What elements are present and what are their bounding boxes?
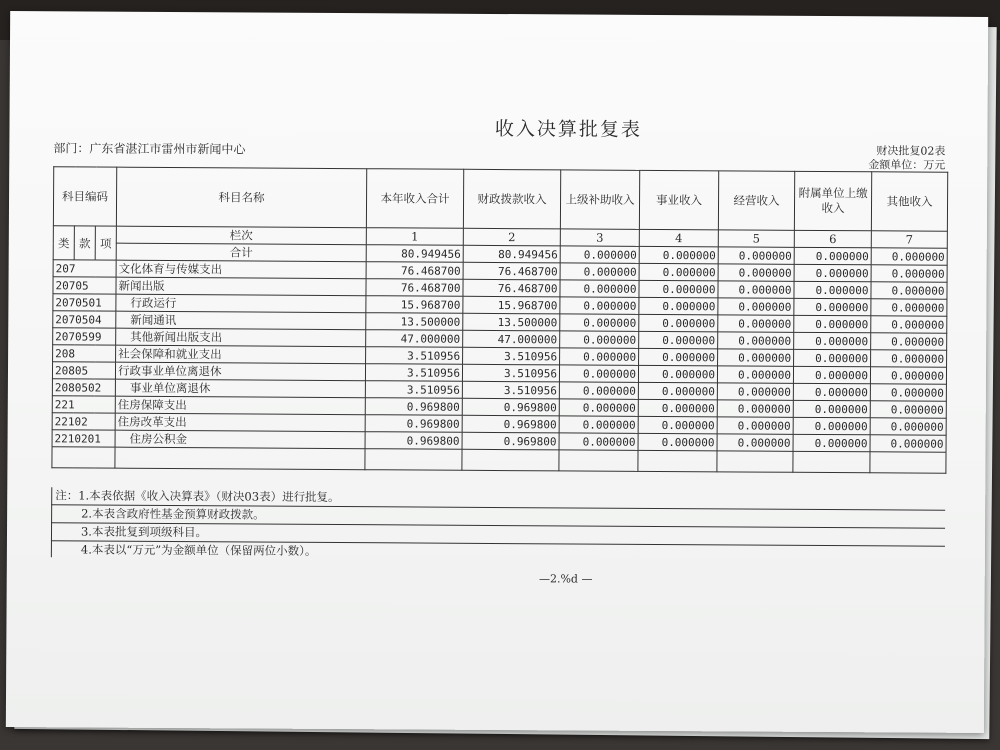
account-code: 2080502 (52, 379, 115, 396)
amount-cell: 0.969800 (462, 398, 559, 416)
page-title: 收入决算批复表 (494, 117, 643, 141)
col-num-5: 5 (718, 230, 794, 247)
amount-cell: 0.000000 (871, 282, 947, 299)
note-2: 2.本表含政府性基金预算财政拨款。 (51, 505, 945, 528)
amount-cell: 0.000000 (717, 417, 793, 434)
amount-cell: 0.000000 (560, 280, 639, 297)
amount-cell: 0.000000 (718, 315, 794, 332)
amount-cell: 0.000000 (638, 433, 717, 450)
account-code: 221 (52, 396, 115, 413)
amount-cell: 0.000000 (639, 280, 718, 297)
amount-cell: 0.000000 (639, 331, 718, 348)
amount-cell: 0.000000 (559, 433, 638, 450)
header-col-6: 附属单位上缴收入 (794, 171, 871, 230)
amount-cell: 0.000000 (718, 298, 794, 315)
amount-cell: 0.000000 (717, 434, 793, 451)
amount-cell: 0.000000 (870, 384, 946, 401)
note-3: 3.本表批复到项级科目。 (51, 523, 945, 546)
amount-cell: 0.000000 (560, 314, 639, 331)
header-col-1: 本年收入合计 (366, 169, 463, 229)
col-num-3: 3 (560, 229, 639, 246)
account-name: 文化体育与传媒支出 (116, 260, 366, 279)
account-name: 新闻出版 (116, 277, 366, 296)
amount-cell: 0.000000 (560, 297, 639, 314)
account-name: 行政运行 (116, 294, 366, 313)
header-col-7: 其他收入 (871, 172, 947, 231)
amount-cell: 0.000000 (871, 299, 947, 316)
note-4: 4.本表以“万元”为金额单位（保留两位小数）。 (80, 542, 317, 558)
blank-cell (365, 449, 462, 471)
account-code: 2070504 (53, 311, 116, 328)
blank-cell (717, 451, 793, 472)
header-name: 科目名称 (116, 167, 366, 228)
amount-cell: 47.000000 (366, 330, 463, 348)
amount-cell: 15.968700 (366, 296, 463, 314)
amount-cell: 0.000000 (638, 365, 717, 382)
amount-cell: 76.468700 (463, 262, 560, 280)
total-cell: 0.000000 (794, 247, 871, 264)
amount-cell: 0.000000 (717, 400, 793, 417)
amount-cell: 3.510956 (366, 347, 463, 365)
blank-cell (638, 450, 717, 471)
account-name: 住房改革支出 (115, 413, 365, 432)
amount-cell: 0.969800 (365, 398, 462, 416)
amount-cell: 0.969800 (462, 432, 559, 450)
amount-cell: 0.000000 (559, 382, 638, 399)
col-num-4: 4 (639, 229, 718, 246)
amount-unit: 金额单位：万元 (868, 158, 946, 172)
account-code: 2070501 (53, 294, 116, 311)
col-num-1: 1 (366, 228, 463, 246)
amount-cell: 0.000000 (718, 281, 794, 298)
blank-cell (115, 447, 365, 470)
amount-cell: 0.000000 (718, 332, 794, 349)
amount-cell: 0.000000 (794, 315, 871, 332)
amount-cell: 0.000000 (793, 434, 870, 451)
account-code: 20705 (53, 277, 116, 294)
amount-cell: 3.510956 (365, 381, 462, 399)
amount-cell: 0.000000 (559, 365, 638, 382)
amount-cell: 0.000000 (639, 348, 718, 365)
account-code: 207 (53, 260, 116, 277)
blank-cell (52, 447, 115, 468)
col-num-7: 7 (871, 231, 947, 248)
total-cell: 0.000000 (560, 246, 639, 263)
total-cell: 80.949456 (463, 245, 560, 263)
account-name: 新闻通讯 (116, 311, 366, 330)
amount-cell: 0.000000 (718, 264, 794, 281)
amount-cell: 0.000000 (639, 297, 718, 314)
amount-cell: 0.000000 (718, 349, 794, 366)
amount-cell: 13.500000 (463, 313, 560, 331)
amount-cell: 0.000000 (794, 281, 871, 298)
account-code: 208 (53, 345, 116, 362)
amount-cell: 0.000000 (870, 435, 946, 452)
amount-cell: 0.000000 (638, 416, 717, 433)
amount-cell: 3.510956 (462, 381, 559, 399)
account-name: 行政事业单位离退休 (115, 362, 365, 381)
amount-cell: 0.000000 (794, 298, 871, 315)
form-code-block (868, 144, 945, 172)
total-label: 合计 (116, 243, 366, 262)
amount-cell: 0.000000 (871, 333, 947, 350)
col-num-6: 6 (794, 230, 871, 247)
amount-cell: 0.000000 (794, 332, 871, 349)
notes-block (51, 487, 945, 563)
amount-cell: 47.000000 (463, 330, 560, 348)
header-col-3: 上级补助收入 (560, 170, 639, 229)
revenue-table (51, 166, 948, 473)
account-code: 2070599 (53, 328, 116, 345)
amount-cell: 0.969800 (462, 415, 559, 433)
header-code: 科目编码 (53, 167, 116, 226)
amount-cell: 76.468700 (366, 279, 463, 297)
header-lanci: 栏次 (116, 226, 366, 245)
amount-cell: 0.969800 (365, 415, 462, 433)
amount-cell: 0.000000 (871, 350, 947, 367)
page-number: —2.%d — (538, 572, 593, 586)
amount-cell: 0.000000 (638, 382, 717, 399)
amount-cell: 0.000000 (639, 314, 718, 331)
amount-cell: 3.510956 (463, 347, 560, 365)
form-code: 财决批复02表 (876, 144, 946, 158)
header-col-4: 事业收入 (639, 170, 718, 229)
total-cell: 80.949456 (366, 245, 463, 263)
account-code: 22102 (52, 413, 115, 430)
amount-cell: 76.468700 (463, 279, 560, 297)
header-row (53, 167, 947, 231)
department-label: 部门：广东省湛江市雷州市新闻中心 (53, 141, 246, 157)
amount-cell: 0.000000 (870, 418, 946, 435)
header-xiang: 项 (95, 226, 116, 260)
amount-cell: 0.000000 (794, 264, 871, 281)
amount-cell: 0.000000 (560, 348, 639, 365)
account-name: 住房公积金 (115, 430, 365, 449)
amount-cell: 0.969800 (365, 432, 462, 450)
amount-cell: 3.510956 (462, 364, 559, 382)
blank-cell (870, 452, 946, 473)
account-name: 其他新闻出版支出 (116, 328, 366, 347)
amount-cell: 0.000000 (560, 263, 639, 280)
header-lei: 类 (53, 226, 74, 260)
blank-cell (559, 450, 638, 471)
account-code: 20805 (52, 362, 115, 379)
amount-cell: 0.000000 (559, 399, 638, 416)
header-col-2: 财政拨款收入 (463, 169, 560, 229)
account-name: 事业单位离退休 (115, 379, 365, 398)
col-num-2: 2 (463, 228, 560, 246)
amount-cell: 0.000000 (870, 367, 946, 384)
header-kuan: 款 (74, 226, 95, 260)
amount-cell: 0.000000 (793, 366, 870, 383)
blank-row (52, 447, 946, 473)
total-cell: 0.000000 (718, 247, 794, 264)
account-name: 住房保障支出 (115, 396, 365, 415)
amount-cell: 0.000000 (717, 383, 793, 400)
amount-cell: 0.000000 (871, 316, 947, 333)
amount-cell: 0.000000 (638, 399, 717, 416)
amount-cell: 0.000000 (793, 400, 870, 417)
account-code: 2210201 (52, 430, 115, 447)
total-cell: 0.000000 (639, 246, 718, 263)
header-col-5: 经营收入 (718, 171, 794, 230)
amount-cell: 0.000000 (559, 416, 638, 433)
amount-cell: 13.500000 (366, 313, 463, 331)
note-1: 注：1.本表依据《收入决算表》（财决03表）进行批复。 (51, 487, 945, 510)
amount-cell: 0.000000 (639, 263, 718, 280)
amount-cell: 0.000000 (793, 417, 870, 434)
amount-cell: 0.000000 (793, 383, 870, 400)
account-name: 社会保障和就业支出 (116, 345, 366, 364)
amount-cell: 15.968700 (463, 296, 560, 314)
amount-cell: 0.000000 (717, 366, 793, 383)
paper-sheet (6, 11, 988, 733)
amount-cell: 0.000000 (794, 349, 871, 366)
blank-cell (462, 449, 559, 471)
amount-cell: 0.000000 (870, 401, 946, 418)
blank-cell (793, 451, 870, 472)
total-cell: 0.000000 (871, 248, 947, 265)
amount-cell: 3.510956 (365, 364, 462, 382)
amount-cell: 76.468700 (366, 262, 463, 280)
amount-cell: 0.000000 (560, 331, 639, 348)
amount-cell: 0.000000 (871, 265, 947, 282)
